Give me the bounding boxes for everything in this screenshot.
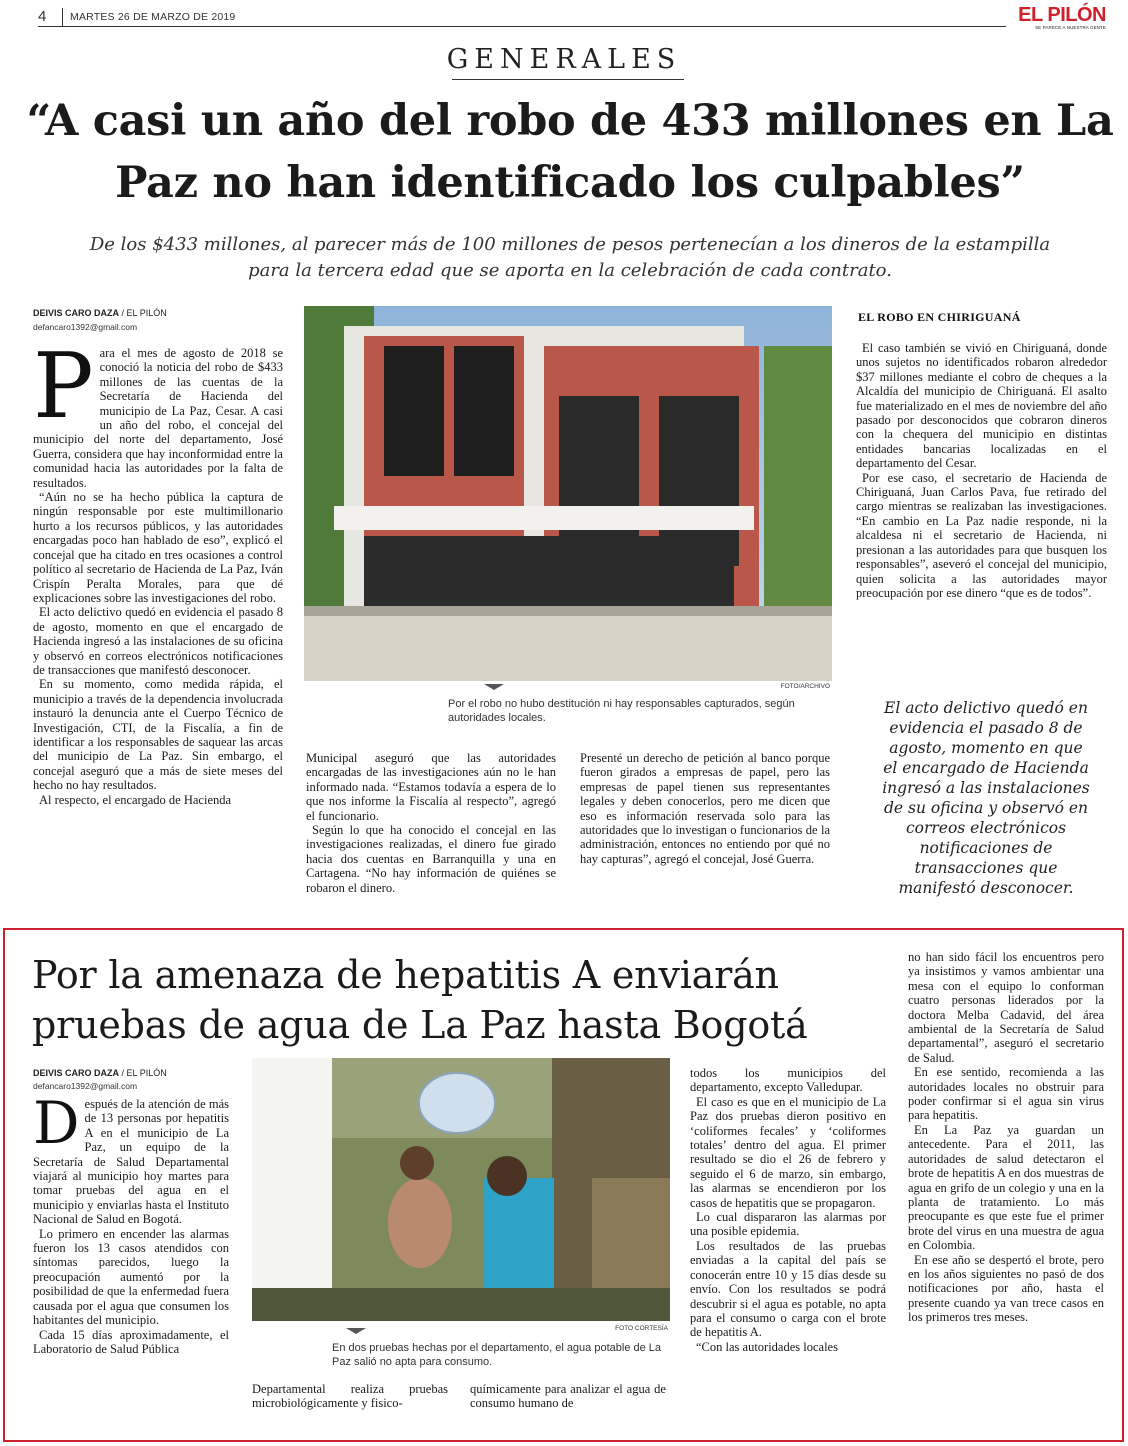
article2-email: defancaro1392@gmail.com bbox=[33, 1081, 138, 1091]
article2-photo-caption: En dos pruebas hechas por el departamento, el agua potable de La Paz salió no apta para consumo. bbox=[332, 1342, 662, 1368]
article1-paragraph: Presenté un derecho de petición al banco porque fueron girados a empresas de papel, pero las empresas de papel tienen sus representantes legales y deben conocerlos, pero me dicen que eso es información reservada solo para las autoridades que lo investigan o funcionarios de la administración, entonces no entiendo por qué no hay capturas”, agregó el concejal, José Guerra. bbox=[580, 751, 830, 866]
sidebar-body bbox=[856, 341, 1107, 661]
header-separator bbox=[62, 8, 63, 26]
article2-headline: Por la amenaza de hepatitis A enviarán pruebas de agua de La Paz hasta Bogotá bbox=[32, 953, 808, 1047]
article1-column3 bbox=[580, 751, 830, 916]
article1-paragraph: En su momento, como medida rápida, el municipio a través de la dependencia involucrada instauró la denuncia ante el Cuerpo Técnico de Investigación, CTI, de la Fiscalía, a fin de identificar a los responsables de saquear las arcas del municipio de La Paz. Sin embargo, el concejal aseguró que a más de siete meses del hecho no hay resultados. bbox=[33, 677, 283, 793]
issue-date: MARTES 26 DE MARZO DE 2019 bbox=[70, 11, 236, 23]
article1-byline bbox=[33, 308, 167, 318]
article2-paragraph: Cada 15 días aproximadamente, el Laboratorio de Salud Pública bbox=[33, 1327, 229, 1356]
page-number: 4 bbox=[38, 8, 47, 25]
article1-paragraph: Al respecto, el encargado de Hacienda bbox=[39, 792, 232, 807]
article2-column1 bbox=[33, 1097, 229, 1417]
article1-paragraph: ara el mes de agosto de 2018 se conoció la noticia del robo de $433 millones de las cuentas de la Secretaría de Hacienda del municipio de La Paz, Cesar. A casi un año del robo, el concejal del municipio del norte del departamento, José Guerra, considera que hay inconformidad entre la comunidad hacia las autoridades por la falta de resultados. bbox=[33, 346, 283, 490]
newspaper-logo bbox=[1006, 5, 1106, 30]
article2-paragraph: En ese año se despertó el brote, pero en los años siguientes no pasó de dos notificaciones por año, hasta el presente cuando ya van trece casos en los primeros tres meses. bbox=[908, 1252, 1104, 1325]
article1-photo bbox=[304, 306, 832, 681]
article2-paragraph: no han sido fácil los encuentros pero ya insistimos y vamos ambientar una mesa con el equipo lo conforman cuatro personas liderados por la doctora Melba Cadavid, del área ambiental de la Secretaría de Salud departamental”, aseguró el secretario de Salud. bbox=[908, 950, 1104, 1065]
article2-dropcap: D bbox=[33, 1097, 80, 1157]
article2-paragraph: todos los municipios del departamento, excepto Valledupar. bbox=[690, 1066, 886, 1095]
article1-paragraph: Según lo que ha conocido el concejal en las investigaciones realizadas, el dinero fue girado hacia dos cuentas en Barranquilla y una en Cartagena. “No hay información de quiénes se robaron el dinero. bbox=[306, 823, 556, 895]
article1-headline: “A casi un año del robo de 433 millones en La Paz no han identificado los culpables” bbox=[26, 96, 1114, 208]
article2-paragraph: Los resultados de las pruebas enviadas a la capital del país se conocerán entre 10 y 15 días desde su envío. Con los resultados se podrá descubrir si el agua es potable, no apta para el consumo o carga con el brote de hepatitis A. bbox=[690, 1238, 886, 1340]
article2-byline bbox=[33, 1068, 167, 1078]
article2-paragraph: Lo cual dispararon las alarmas por una posible epidemia. bbox=[690, 1210, 886, 1239]
article1-column1 bbox=[33, 346, 283, 914]
building-photo bbox=[304, 306, 832, 681]
article2-paragraph: Lo primero en encender las alarmas fueron los 13 casos atendidos con síntomas parecidos, luego la preocupación aumentó por la posibilidad de que la enfermedad fuera causada por el agua que consumen los habitantes del municipio. bbox=[33, 1226, 229, 1328]
article2-paragraph: Departamental realiza pruebas microbiológicamente y fisico- bbox=[252, 1382, 448, 1411]
article1-paragraph: El acto delictivo quedó en evidencia el pasado 8 de agosto, momento en que el encargado de Hacienda ingresó a las instalaciones de su oficina y observó en correos electrónicos notificaciones de transacciones que manifestó desconocer. bbox=[33, 605, 283, 677]
article2-column4 bbox=[690, 1066, 886, 1418]
article2-column2 bbox=[252, 1382, 448, 1418]
logo-name: EL PILÓN bbox=[1018, 4, 1106, 26]
article2-paragraph: En La Paz ya guardan un antecedente. Para el 2011, las autoridades de salud detectaron el brote de hepatitis A en dos muestras de agua en grifo de un colegio y una en la planta de tratamiento. Lo más preocupante es que este fue el primer brote del virus en una muestra de agua en Colombia. bbox=[908, 1122, 1104, 1253]
article1-photo-caption: Por el robo no hubo destitución ni hay responsables capturados, según autoridades locales. bbox=[448, 698, 795, 724]
article2-paragraph: espués de la atención de más de 13 personas por hepatitis A en el municipio de La Paz, un equipo de la Secretaría de Salud Departamental viajará al municipio hoy martes para tomar pruebas del agua en el municipio y enviarlas hasta el Instituto Nacional de Salud en Bogotá. bbox=[33, 1097, 229, 1227]
article2-photo-credit: FOTO CORTESÍA bbox=[615, 1325, 668, 1332]
byline-outlet: / EL PILÓN bbox=[119, 308, 167, 318]
pull-quote: El acto delictivo quedó en evidencia el pasado 8 de agosto, momento en que el encargado de Hacienda ingresó a las instalaciones de su oficina y observó en correos electrónicos notificaciones de transacciones que manifestó desconocer. bbox=[882, 699, 1090, 897]
logo-tagline: SE PARECE A NUESTRA GENTE bbox=[1035, 25, 1106, 30]
article2-paragraph: El caso es que en el municipio de La Paz dos pruebas dieron positivo en ‘coliformes fecales’ y ‘coliformes totales’ dentro del agua. El primer resultado se dio el 26 de febrero y seguido el 6 de marzo, sin embargo, las alarmas se encendieron por los casos de hepatitis que se propagaron. bbox=[690, 1094, 886, 1210]
article2-paragraph: En ese sentido, recomienda a las autoridades locales no obstruir para poder confirmar si el agua sin virus para hepatitis. bbox=[908, 1065, 1104, 1123]
sidebar-paragraph: El caso también se vivió en Chiriguaná, donde unos sujetos no identificados robaron alrededor $37 millones mediante el cobro de cheques a la Alcaldía del municipio de Chiriguaná. El asalto fue materializado en el mes de noviembre del año pasado por desconocidos que cobraron dineros con la chequera del municipio en distintas entidades bancarias localizadas en el departamento del Cesar. bbox=[856, 341, 1107, 471]
byline-outlet: / EL PILÓN bbox=[119, 1068, 167, 1078]
byline-name: DEIVIS CARO DAZA bbox=[33, 308, 120, 318]
sidebar-paragraph: Por ese caso, el secretario de Hacienda de Chiriguaná, Juan Carlos Pava, fue retirado del cargo mientras se realizaban las investigaciones. “En cambio en La Paz nadie responde, ni la alcaldesa ni el secretario de Hacienda, ni presionan a las autoridades para que busquen los responsables”, aseveró el concejal del municipio, quien solicita a las autoridades mayor preocupación por ese dinero “que es de todos”. bbox=[856, 470, 1107, 600]
article1-subhead: De los $433 millones, al parecer más de 100 millones de pesos pertenecían a los dineros de la estampilla para la tercera edad que se aporta en la celebración de cada contrato. bbox=[89, 234, 1051, 281]
article2-column5 bbox=[908, 950, 1104, 1418]
article2-paragraph: químicamente para analizar el agua de consumo humano de bbox=[470, 1382, 666, 1411]
header-rule bbox=[38, 26, 1006, 27]
section-title: GENERALES bbox=[446, 44, 682, 75]
sidebar-title: EL ROBO EN CHIRIGUANÁ bbox=[858, 310, 1021, 324]
article1-email: defancaro1392@gmail.com bbox=[33, 322, 138, 332]
byline-name: DEIVIS CARO DAZA bbox=[33, 1068, 120, 1078]
article1-paragraph: “Aún no se ha hecho pública la captura de ningún responsable por este multimillonario hurto a los recursos públicos, y las autoridades encargadas poco han hablado de eso”, explicó el concejal que ha citado en tres ocasiones a control político al secretario de Hacienda de La Paz, Iván Crispín Peralta Morales, para que dé explicaciones sobre las investigaciones del robo. bbox=[33, 490, 283, 605]
article1-dropcap: P bbox=[33, 346, 94, 439]
article2-photo bbox=[252, 1058, 670, 1321]
water-photo bbox=[252, 1058, 670, 1321]
article1-column2 bbox=[306, 751, 556, 916]
article1-photo-credit: FOTO/ARCHIVO bbox=[780, 683, 830, 690]
section-underline bbox=[452, 79, 684, 80]
article1-paragraph: Municipal aseguró que las autoridades encargadas de las investigaciones aún no le han informado nada. “Estamos todavía a espera de lo que nos informe la Fiscalía al respecto”, agregó el funcionario. bbox=[306, 751, 556, 823]
article2-column3 bbox=[470, 1382, 666, 1418]
caption-arrow-icon bbox=[484, 684, 504, 690]
article2-paragraph: “Con las autoridades locales bbox=[696, 1339, 838, 1354]
caption-arrow-icon bbox=[346, 1328, 366, 1334]
